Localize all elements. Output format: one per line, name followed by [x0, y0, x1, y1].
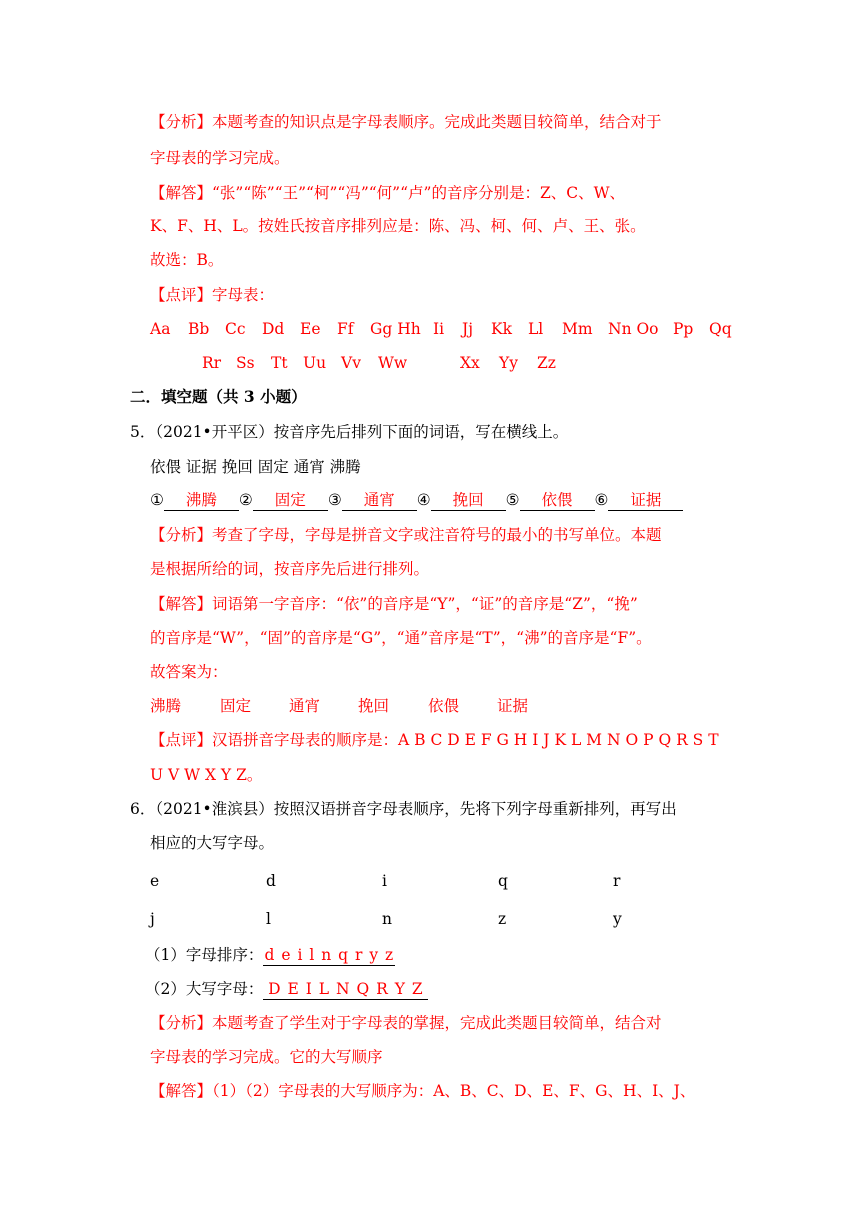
- q5-words: 依偎 证据 挽回 固定 通宵 沸腾: [150, 458, 361, 476]
- letter-cell: i: [382, 872, 387, 890]
- alphabet-pair: Xx: [460, 354, 480, 372]
- q4-choice: 故选：B。: [150, 251, 224, 269]
- blank-mark: ⑥: [594, 491, 609, 509]
- alphabet-pair: Qq: [709, 320, 732, 338]
- q4-answer-line-2: K、F、H、L。按姓氏按音序排列应是：陈、冯、柯、何、卢、王、张。: [150, 217, 646, 235]
- letter-cell: d: [266, 872, 276, 890]
- letter-cell: y: [613, 910, 622, 928]
- alphabet-pair: Mm: [562, 320, 593, 338]
- alphabet-row-2: [0, 353, 860, 373]
- letters-row-1: [0, 871, 860, 891]
- alphabet-pair: Bb: [188, 320, 210, 338]
- q5-comment-line-1: 【点评】汉语拼音字母表的顺序是：A B C D E F G H I J K L M N O P Q R S T: [150, 731, 719, 749]
- alphabet-pair: Rr: [202, 354, 222, 372]
- q6-stem-line-1: 6．（2021•淮滨县）按照汉语拼音字母表顺序，先将下列字母重新排列，再写出: [130, 800, 677, 818]
- alphabet-pair: Ww: [378, 354, 408, 372]
- blank-answer: 通宵: [342, 490, 417, 511]
- q6-analysis-line-1: 【分析】本题考查了学生对于字母表的掌握，完成此类题目较简单，结合对: [150, 1014, 662, 1032]
- alphabet-pair: Dd: [262, 320, 285, 338]
- alphabet-pair: Tt: [271, 354, 288, 372]
- blank-mark: ①: [150, 491, 164, 509]
- sub2-label: （2）大写字母：: [145, 980, 264, 998]
- q5-stem: 5．（2021•开平区）按音序先后排列下面的词语，写在横线上。: [130, 423, 569, 441]
- blank-answer: 沸腾: [164, 490, 239, 511]
- answer-word: 依偎: [428, 697, 460, 715]
- alphabet-pair: Ii: [433, 320, 445, 338]
- q4-analysis-line-1: 【分析】本题考查的知识点是字母表顺序。完成此类题目较简单，结合对于: [150, 113, 662, 131]
- alphabet-pair: Nn Oo: [608, 320, 659, 338]
- answer-word: 证据: [497, 697, 529, 715]
- alphabet-pair: Ss: [236, 354, 255, 372]
- alphabet-pair: Ff: [337, 320, 354, 338]
- alphabet-pair: Yy: [499, 354, 518, 372]
- answer-word: 挽回: [358, 697, 390, 715]
- alphabet-pair: Vv: [341, 354, 361, 372]
- answer-word: 通宵: [289, 697, 321, 715]
- letter-cell: e: [150, 872, 160, 890]
- alphabet-pair: Kk: [491, 320, 512, 338]
- sub2-answer: D E I L N Q R Y Z: [263, 979, 428, 1000]
- letter-cell: j: [150, 910, 155, 928]
- blank-answer: 固定: [253, 490, 328, 511]
- alphabet-pair: Zz: [537, 354, 556, 372]
- q5-analysis-line-1: 【分析】考查了字母，字母是拼音文字或注音符号的最小的书写单位。本题: [150, 526, 662, 544]
- blank-mark: ⑤: [505, 491, 520, 509]
- letter-cell: n: [382, 910, 392, 928]
- answer-word: 固定: [220, 697, 252, 715]
- alphabet-pair: Uu: [303, 354, 327, 372]
- alphabet-row-1: [0, 319, 860, 339]
- blank-answer: 证据: [608, 490, 683, 511]
- section-title: 二．填空题（共 3 小题）: [130, 387, 307, 406]
- q5-analysis-line-2: 是根据所给的词，按音序先后进行排列。: [150, 560, 430, 578]
- q4-answer-line-1: 【解答】“张”“陈”“王”“柯”“冯”“何”“卢”的音序分别是：Z、C、W、: [150, 184, 625, 202]
- letter-cell: l: [266, 910, 271, 928]
- q6-sub2: [145, 979, 428, 1000]
- alphabet-pair: Aa: [150, 320, 171, 338]
- q5-comment-line-2: U V W X Y Z。: [150, 766, 263, 784]
- sub1-label: （1）字母排序：: [145, 946, 264, 964]
- q4-comment: 【点评】字母表：: [150, 286, 275, 304]
- sub1-answer: d e i l n q r y z: [264, 946, 395, 964]
- q5-answer-line-1: 【解答】词语第一字音序：“依”的音序是“Y”，“证”的音序是“Z”，“挽”: [150, 595, 638, 613]
- letters-row-2: [0, 909, 860, 929]
- answer-word: 沸腾: [150, 697, 182, 715]
- q5-blanks: [150, 490, 683, 511]
- alphabet-pair: Ll: [528, 320, 544, 338]
- alphabet-pair: Gg Hh: [370, 320, 421, 338]
- q5-answer-line-2: 的音序是“W”，“固”的音序是“G”，“通”音序是“T”，“沸”的音序是“F”。: [150, 629, 652, 647]
- letter-cell: q: [498, 872, 508, 890]
- letter-cell: z: [498, 910, 507, 928]
- alphabet-pair: Jj: [462, 320, 474, 338]
- q6-stem-line-2: 相应的大写字母。: [150, 834, 275, 852]
- q5-answer-line-3: 故答案为：: [150, 663, 228, 681]
- letter-cell: r: [613, 872, 621, 890]
- blank-answer: 挽回: [431, 490, 506, 511]
- alphabet-pair: Pp: [673, 320, 694, 338]
- alphabet-pair: Cc: [225, 320, 246, 338]
- q4-analysis-line-2: 字母表的学习完成。: [150, 149, 290, 167]
- blank-answer: 依偎: [520, 490, 595, 511]
- q6-analysis-line-2: 字母表的学习完成。它的大写顺序: [150, 1048, 383, 1066]
- q5-answer-words: [0, 696, 860, 716]
- q6-answer-line-1: 【解答】（1）（2）字母表的大写顺序为：A、B、C、D、E、F、G、H、I、J、: [150, 1082, 696, 1100]
- blank-mark: ④: [416, 491, 431, 509]
- q6-sub1: [145, 945, 395, 966]
- alphabet-pair: Ee: [300, 320, 321, 338]
- blank-mark: ③: [327, 491, 342, 509]
- blank-mark: ②: [238, 491, 253, 509]
